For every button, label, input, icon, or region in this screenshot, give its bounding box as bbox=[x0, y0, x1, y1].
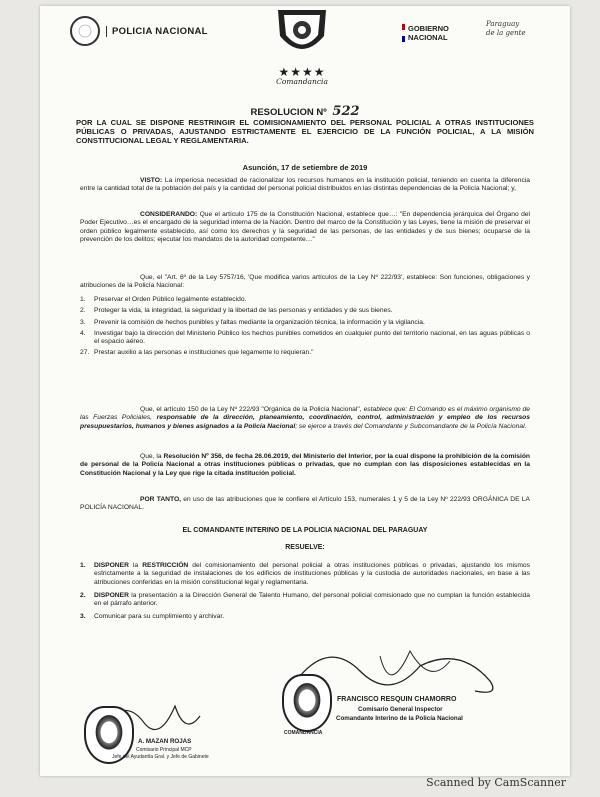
item-number: 27. bbox=[80, 349, 90, 357]
res356-pre: Que, la bbox=[140, 453, 164, 460]
national-seal-icon bbox=[70, 16, 100, 46]
comandancia-stamp-icon bbox=[282, 674, 332, 732]
signatory-rank: Comisario General Inspector bbox=[358, 706, 443, 713]
slogan-line1: Paraguay bbox=[486, 20, 520, 28]
comandante-heading: EL COMANDANTE INTERINO DE LA POLICIA NACIONAL DEL PARAGUAY bbox=[182, 527, 428, 534]
considerando-paragraph bbox=[80, 211, 530, 244]
scanner-watermark: Scanned by CamScanner bbox=[426, 776, 566, 789]
gov-line1: GOBIERNO bbox=[408, 24, 449, 33]
item-text: Prevenir la comisión de hechos punibles y faltas mediante la organización técnica, la información y la vigilancia. bbox=[94, 318, 425, 326]
resolution-date: Asunción, 17 de setiembre de 2019 bbox=[242, 163, 368, 172]
considerando-text: Que el artículo 175 de la Constitución Nacional, establece que…: "En dependencia jerárquica del Órgano del Poder Ejecutivo…es el encargado de la seguridad interna de la Nación. Dentro del marco de la Constitución y las Leyes, tiene la misión de preservar el orden público legalmente establecido, así como los derechos y la seguridad de las personas, de las entidades y de sus bienes; ocuparse de la prevención de los delitos; ejecutar los mandatos de la autoridad competente…" bbox=[80, 211, 531, 243]
res356-paragraph bbox=[80, 453, 530, 478]
resolution-heading bbox=[40, 104, 570, 119]
item-number: 2. bbox=[80, 591, 86, 599]
item-number: 1. bbox=[80, 296, 86, 303]
item-text: Prestar auxilio a las personas e instituciones que legamente lo requieran." bbox=[94, 349, 314, 357]
stamp-label: COMANDANCIA bbox=[284, 730, 323, 736]
list-item bbox=[80, 319, 530, 327]
list-item bbox=[80, 613, 530, 621]
item-text: Preservar el Orden Público legalmente establecido. bbox=[94, 296, 247, 303]
item-number: 1. bbox=[80, 562, 86, 569]
left-signatory-post: Jefe del Ayudantía Gral. y Jefe de Gabinete bbox=[112, 754, 209, 760]
art150-paragraph bbox=[80, 406, 530, 431]
police-shield-icon bbox=[274, 6, 330, 60]
slogan-line2: de la gente bbox=[486, 29, 526, 37]
resolution-number: 522 bbox=[332, 104, 360, 119]
document-page bbox=[40, 6, 570, 776]
art150-plain: Que, el artículo 150 de la Ley Nº 222/93 "Orgánica de la Policía Nacional", bbox=[140, 406, 362, 413]
visto-text: La imperiosa necesidad de racionalizar los recursos humanos en la institución policial, teniendo en cuenta la diferencia entre la cantidad total de la población del país y la cantidad del personal policial distribuidos en las distintas dependencias de la Policía Nacional; y, bbox=[80, 177, 531, 193]
emblem-label: Comandancia bbox=[276, 77, 328, 86]
restriccion-keyword: RESTRICCIÓN bbox=[142, 562, 189, 569]
left-signatory-rank: Comisario Principal MCP bbox=[136, 747, 192, 753]
functions-list bbox=[80, 296, 530, 358]
item-number: 4. bbox=[80, 329, 86, 337]
resolution-title: POR LA CUAL SE DISPONE RESTRINGIR EL COMISIONAMIENTO DEL PERSONAL POLICIAL A OTRAS INSTITUCIONES PÚBLICAS O PRIVADAS, AJUSTANDO ESTRICTAMENTE EL EJERCICIO DE LA FUNCIÓN POLICIAL, A LA MISIÓN CONSTITUCIONAL LEGAL Y REGLAMENTARIA. bbox=[76, 118, 534, 146]
item-connector: la bbox=[128, 562, 143, 569]
list-item bbox=[80, 307, 530, 315]
list-item bbox=[80, 562, 530, 587]
resuelve-list bbox=[80, 562, 530, 622]
visto-label: VISTO: bbox=[140, 177, 163, 184]
comandancia-emblem bbox=[262, 6, 342, 86]
flag-bar-icon bbox=[402, 24, 405, 42]
item-text: Investigar bajo la dirección del Ministerio Público los hechos punibles cometidos en cualquier punto del territorio nacional, en las aguas públicas o el espacio aéreo. bbox=[94, 329, 530, 346]
res356-bold: Resolución Nº 356, de fecha 26.06.2019, del Ministerio del Interior, por la cual dispone la prohibición de la comisión de personal de la Policía Nacional a otras instituciones públicas o privadas, que no cumplan con las disposiciones establecidas en la Constitución Nacional y la Ley que rige la citada institución policial. bbox=[80, 453, 531, 477]
art150-italic-1: establece que: El Comando es el máximo organismo de las Fuerzas Policiales, bbox=[80, 406, 530, 422]
por-tanto-text: en uso de las atribuciones que le confiere el Artículo 153, numerales 1 y 5 de la Ley Nº 222/93 ORGÁNICA DE LA POLICÍA NACIONAL. bbox=[80, 496, 530, 512]
resuelve-label: RESUELVE: bbox=[285, 544, 325, 551]
item-number: 3. bbox=[80, 613, 86, 621]
por-tanto-paragraph bbox=[80, 496, 530, 513]
art150-bold: responsable de la dirección, planeamiento, coordinación, control, administración y empleo de los recursos presupuestarios, humanos y bienes asignados a la Policía Nacional bbox=[80, 414, 530, 430]
considerando-label: CONSIDERANDO: bbox=[140, 211, 198, 218]
item-text: Comunicar para su cumplimiento y archivar. bbox=[94, 613, 225, 621]
institution-name: POLICIA NACIONAL bbox=[106, 26, 208, 37]
signatory-post: Comandante Interino de la Policía Nacional bbox=[336, 715, 463, 722]
gobierno-nacional-logo bbox=[402, 24, 449, 42]
item-text bbox=[94, 562, 530, 587]
gov-line2: NACIONAL bbox=[408, 33, 448, 42]
list-item bbox=[80, 296, 530, 304]
signatory-name: FRANCISCO RESQUIN CHAMORRO bbox=[337, 696, 457, 703]
item-text: Proteger la vida, la integridad, la seguridad y la libertad de las personas y entidades y de sus bienes. bbox=[94, 307, 393, 315]
art6-paragraph: Que, el "Art. 6º de la Ley 5757/16, 'Que modifica varios artículos de la Ley Nº 222/93', establece: Son funciones, obligaciones y atribuciones de la Policía Nacional: bbox=[80, 274, 530, 290]
emblem-stars: ★★★★ bbox=[278, 65, 326, 79]
disponer-keyword: DISPONER bbox=[94, 591, 129, 599]
por-tanto-label: POR TANTO, bbox=[140, 496, 182, 503]
item-body: del comisionamiento del personal policial a otras instituciones públicas o privadas, ajustando los mismos estrictamente a la seguridad de instalaciones de los edificios de instituciones públicas y la custodia de autoridades nacionales, en base a las atribuciones conferidas en la misión constitucional legal y reglamentaria. bbox=[94, 562, 530, 586]
item-text bbox=[94, 592, 530, 609]
item-body: la presentación a la Dirección General de Talento Humano, del personal policial comisionado que no cumplan la función establecida en el párrafo anterior. bbox=[94, 591, 530, 608]
disponer-keyword: DISPONER bbox=[94, 562, 129, 569]
art150-italic-2: ; se ejerce a través del Comandante y Subcomandante de la Policía Nacional. bbox=[295, 422, 527, 430]
list-item bbox=[80, 349, 530, 357]
visto-paragraph bbox=[80, 177, 530, 194]
header-left bbox=[70, 16, 208, 46]
list-item bbox=[80, 330, 530, 347]
list-item bbox=[80, 592, 530, 609]
paraguay-slogan bbox=[486, 20, 526, 38]
left-signatory-name: A. MAZAN ROJAS bbox=[138, 738, 192, 745]
item-number: 3. bbox=[80, 318, 86, 326]
resolution-label: RESOLUCION Nº bbox=[250, 107, 327, 118]
item-number: 2. bbox=[80, 307, 86, 315]
